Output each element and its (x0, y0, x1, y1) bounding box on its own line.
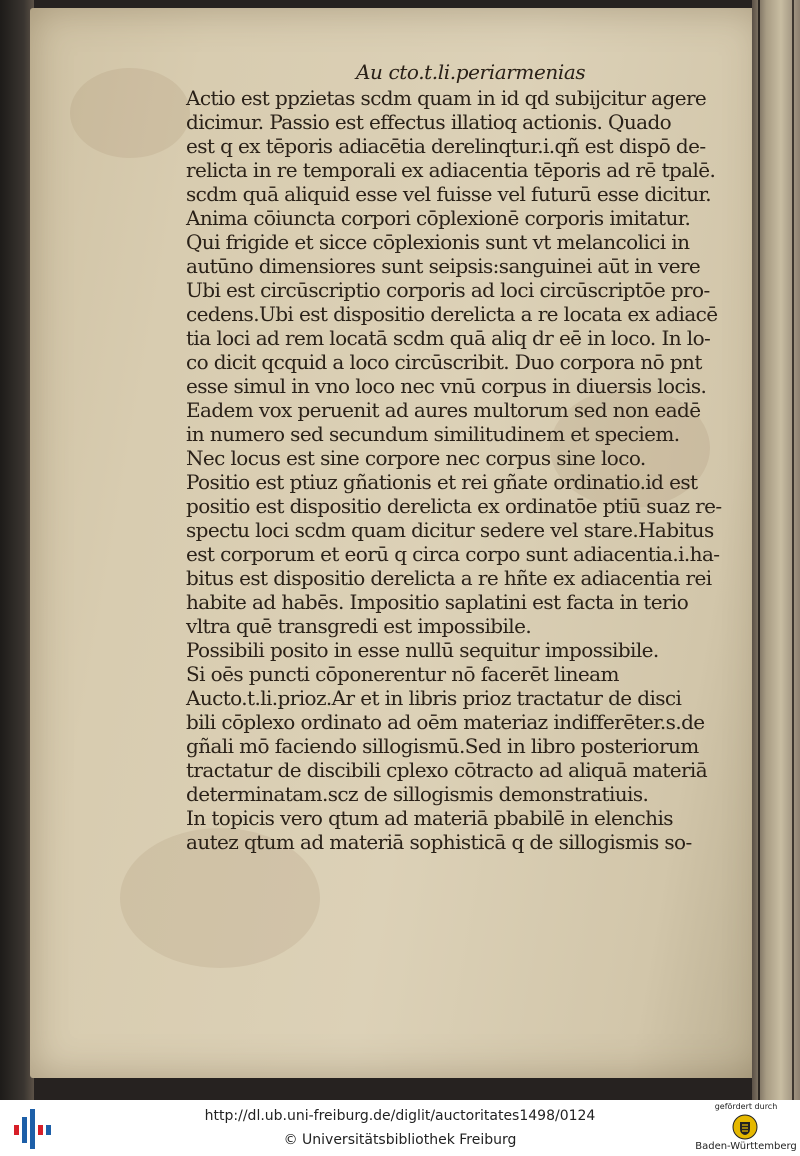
left-page-edge (0, 0, 34, 1100)
text-line: Possibili posito in esse nullū sequitur impossibile. (186, 638, 659, 662)
text-line: co dicit qcquid a loco circūscribit. Duo corpora nō pnt (186, 350, 702, 374)
text-line: Positio est ptiuz gñationis et rei gñate ordinatio.id est (186, 470, 698, 494)
text-line: Actio est ppzietas scdm quam in id qd subijcitur agere (186, 86, 707, 110)
text-line: cedens.Ubi est dispositio derelicta a re locata ex adiacē (186, 302, 718, 326)
gutter-edge-line (792, 0, 794, 1100)
sponsor-name: Baden-Württemberg (695, 1141, 797, 1152)
text-line: dicimur. Passio est effectus illatioq actionis. Quado (186, 110, 672, 134)
text-line: tractatur de discibili cplexo cōtracto ad aliquā materiā (186, 758, 708, 782)
copyright-notice: © Universitätsbibliothek Freiburg (283, 1132, 517, 1148)
text-line: Anima cōiuncta corpori cōplexionē corporis imitatur. (186, 206, 691, 230)
text-line: Qui frigide et sicce cōplexionis sunt vt melancolici in (186, 230, 690, 254)
text-line: determinatam.scz de sillogismis demonstratiuis. (186, 782, 649, 806)
text-line: positio est dispositio derelicta ex ordinatōe ptiū suaz re- (186, 494, 722, 518)
text-line: bili cōplexo ordinato ad oēm materiaz indifferēter.s.de (186, 710, 705, 734)
text-line: In topicis vero qtum ad materiā pbabilē in elenchis (186, 806, 673, 830)
gutter-shadow-line (758, 0, 760, 1100)
text-line: gñali mō faciendo sillogismū.Sed in libro posteriorum (186, 734, 699, 758)
paper-stain (70, 68, 190, 158)
permalink-url[interactable]: http://dl.ub.uni-freiburg.de/diglit/auctoritates1498/0124 (204, 1108, 596, 1124)
text-line: Eadem vox peruenit ad aures multorum sed non eadē (186, 398, 701, 422)
text-line: relicta in re temporali ex adiacentia tēporis ad rē tpalē. (186, 158, 716, 182)
text-line: Si oēs puncti cōponerentur nō facerēt lineam (186, 662, 619, 686)
text-line: habite ad habēs. Impositio saplatini est facta in terio (186, 590, 689, 614)
text-line: esse simul in vno loco nec vnū corpus in diuersis locis. (186, 374, 707, 398)
text-line: Ubi est circūscriptio corporis ad loci circūscriptōe pro- (186, 278, 710, 302)
text-line: vltra quē transgredi est impossibile. (186, 614, 532, 638)
running-head: Au cto.t.li.periarmenias (356, 60, 586, 84)
text-line: bitus est dispositio derelicta a re hñte ex adiacentia rei (186, 566, 712, 590)
text-line: in numero sed secundum similitudinem et speciem. (186, 422, 680, 446)
text-line: est corporum et eorū q circa corpo sunt adiacentia.i.ha- (186, 542, 720, 566)
text-line: tia loci ad rem locatā scdm quā aliq dr eē in loco. In lo- (186, 326, 711, 350)
text-line: autūno dimensiores sunt seipsis:sanguinei aūt in vere (186, 254, 701, 278)
sponsor-label: gefördert durch (714, 1102, 778, 1111)
text-line: Nec locus est sine corpore nec corpus sine loco. (186, 446, 646, 470)
text-line: spectu loci scdm quam dicitur sedere vel stare.Habitus (186, 518, 714, 542)
text-line: est q ex tēporis adiacētia derelinqtur.i.qñ est dispō de- (186, 134, 706, 158)
text-line: scdm quā aliquid esse vel fuisse vel futurū esse dicitur. (186, 182, 712, 206)
baden-wuerttemberg-seal-icon (732, 1114, 758, 1140)
sponsor-block (694, 1102, 798, 1152)
text-line: Aucto.t.li.prioz.Ar et in libris prioz tractatur de disci (186, 686, 682, 710)
text-line: autez qtum ad materiā sophisticā q de sillogismis so- (186, 830, 692, 854)
